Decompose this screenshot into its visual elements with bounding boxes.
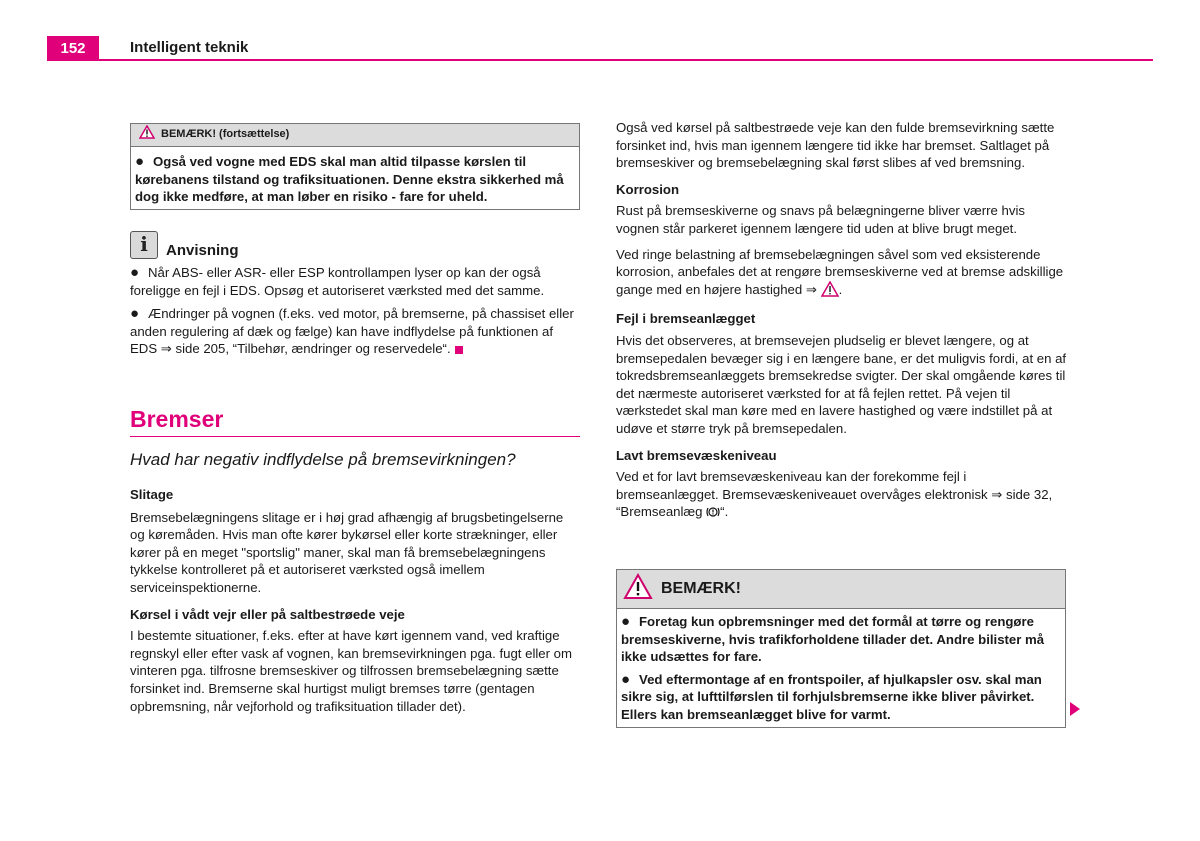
- info-header: [130, 231, 580, 259]
- niveau-text-p: [616, 468, 1068, 523]
- warning-item-text: Foretag kun opbremsninger med det formål at tørre og rengøre bremseskiverne, hvis trafikforholdene tillader det. Andre bilister må ikke udsættes for fare.: [621, 614, 1045, 665]
- korrosion-text-2-content: Ved ringe belastning af bremsebelægningen såvel som ved eksisterende korrosion, anbefales det at rengøre bremseskiverne ved at bremse adskillige gange med en højere hastighed ⇒: [616, 246, 1064, 297]
- chapter-subtitle: Hvad har negativ indflydelse på bremsevirkningen?: [130, 450, 516, 469]
- vaadt-text: I bestemte situationer, f.eks. efter at have kørt igennem vand, ved kraftige regnskyl eller efter vask af vognen, kan bremsevirkningen pga. fugt eller om vinteren pga. tilfrosne bremseskiver og tilfrossen bremsebelægning sætte forsinket ind. Bremserne skal hurtigst muligt bremses tørre (gentagen opbremsning, når vejforhold og trafiksituation tillader det).: [130, 628, 573, 714]
- warning-triangle-icon: [821, 281, 839, 302]
- info-item-text: Når ABS- eller ASR- eller ESP kontrollampen lyser op kan der også foreligge en fejl i EDS. Opsøg et autoriseret værksted med det samme.: [130, 265, 545, 298]
- slitage-text: Bremsebelægningens slitage er i høj grad afhængig af brugsbetingelserne og køremåden. Hvis man ofte kører bykørsel eller korte strækninger, eller kører på en meget "sportslig" maner, skal man få bremsebelægningens tykkelse kontrolleret på et autoriseret værksted også imellem serviceinspektionerne.: [130, 509, 564, 595]
- korrosion-text-2: [616, 246, 1068, 302]
- warning-box: [616, 569, 1066, 728]
- section-title: Intelligent teknik: [130, 39, 249, 56]
- vaadt-title: Kørsel i vådt vejr eller på saltbestrøede veje: [130, 606, 405, 622]
- header-rule: [47, 59, 1153, 61]
- brake-warning-icon: [706, 505, 720, 523]
- warning-item-text: Ved eftermontage af en frontspoiler, af hjulkapsler osv. skal man sikre sig, at lufttilførslen til forhjulsbremserne ikke bliver påvirket. Ellers kan bremseanlægget blive for varmt.: [621, 671, 1042, 722]
- chapter-heading: Bremser: [130, 406, 224, 432]
- warning-item: [621, 613, 1061, 666]
- end-mark-icon: [455, 346, 463, 354]
- warning-triangle-icon: [623, 573, 653, 605]
- bullet-icon: ●: [130, 264, 140, 281]
- info-item: [130, 264, 580, 299]
- niveau-title: Lavt bremsevæskeniveau: [616, 447, 777, 463]
- heading-rule: [130, 436, 580, 437]
- page-number-text: 152: [60, 39, 86, 57]
- slitage-section: [130, 486, 580, 715]
- warning-title: BEMÆRK! (fortsættelse): [161, 128, 290, 141]
- warning-header: [617, 570, 1065, 609]
- warning-header: [131, 124, 579, 147]
- slitage-title: Slitage: [130, 487, 174, 502]
- bullet-icon: ●: [130, 305, 140, 323]
- info-item-text: Ændringer på vognen (f.eks. ved motor, på bremserne, på chassiset eller anden regulering af dæk og fælge) kan have indflydelse på funktionen af EDS ⇒ side 205, “Tilbehør, ændringer og reservedele“.: [130, 306, 574, 357]
- right-column: [616, 119, 1068, 523]
- warning-box-continued: [130, 123, 580, 210]
- warning-text: Også ved vogne med EDS skal man altid tilpasse kørslen til kørebanens tilstand og trafiksituationen. Denne ekstra sikkerhed må dog ikke medføre, at man løber en risiko - fare for uheld.: [135, 154, 564, 205]
- next-page-arrow-icon: [1069, 701, 1081, 722]
- info-item: [130, 305, 580, 358]
- niveau-text: Ved et for lavt bremsevæskeniveau kan der forekomme fejl i bremseanlægget. Bremsevæskeniveauet overvåges elektronisk ⇒ side 32, “Bremseanlæg: [616, 469, 1053, 520]
- info-icon: i: [130, 231, 158, 259]
- warning-triangle-icon: [139, 125, 155, 146]
- punctuation: “.: [720, 504, 729, 520]
- bullet-icon: ●: [135, 153, 145, 170]
- bullet-icon: ●: [621, 613, 631, 630]
- warning-title: BEMÆRK!: [661, 580, 741, 598]
- korrosion-text: Rust på bremseskiverne og snavs på belægningerne bliver værre hvis vognen står parkeret igennem længere tid uden at blive brugt meget.: [616, 203, 1026, 236]
- intro-text: Også ved kørsel på saltbestrøede veje kan den fulde bremsevirkning sætte forsinket ind, hvis man igennem længere tid ikke har bremset. Saltlaget på bremseskiver og bremsebelægning skal først slibes af ved bremsning.: [616, 120, 1055, 171]
- punctuation: .: [838, 281, 843, 297]
- info-section: [130, 231, 580, 358]
- fejl-text: Hvis det observeres, at bremsevejen pludselig er blevet længere, og at bremsepedalen bevæger sig i en længere bane, er det muligvis fordi, at en af tokredsbremseanlæggets bremsekredse svigter. Der skal omgående køres til det nærmeste autoriseret værksted for at få fejlen rettet. På vejen til værkstedet skal man køre med en lavere hastighed og være indstillet på at udøve et større tryk på bremsepedalen.: [616, 332, 1067, 436]
- page-number: [47, 36, 99, 60]
- warning-body: [131, 147, 579, 209]
- korrosion-title: Korrosion: [616, 181, 680, 197]
- warning-body: [617, 609, 1065, 727]
- bullet-icon: ●: [621, 670, 631, 688]
- warning-item: [621, 671, 1061, 724]
- info-title: Anvisning: [166, 242, 239, 259]
- fejl-title: Fejl i bremseanlægget: [616, 311, 756, 327]
